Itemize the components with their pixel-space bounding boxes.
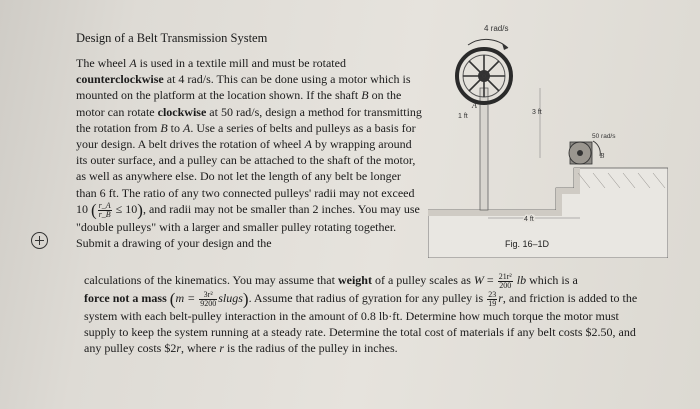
wheel-a-label: A bbox=[472, 101, 477, 110]
mass-denominator: 9200 bbox=[200, 298, 217, 308]
weight-numerator: 21r² bbox=[498, 271, 512, 281]
text: to bbox=[167, 120, 183, 135]
var-a: A bbox=[183, 120, 191, 135]
paren-close: ) bbox=[137, 200, 143, 220]
text: , and radii may not be smaller than 2 inches. You may use "double pulleys" with a larger and smaller pulley rotating together. Submit a drawing of your design and the bbox=[76, 201, 420, 250]
wheel-support-post bbox=[480, 88, 488, 210]
emphasis-weight: weight bbox=[337, 273, 372, 287]
mass-fraction bbox=[199, 291, 217, 308]
arrowhead-icon bbox=[502, 43, 508, 50]
text: . Use a series of belts and pulleys as a basis for your design. A belt drives the rotation of wheel bbox=[76, 120, 416, 152]
text: , and friction is added to the system with each belt-pulley interaction in the amount of 0.8 lb·ft. Determine how much torque the motor must supply to keep the system running at a steady rate. Determine the total cost of materials if any belt costs $2.50, and any pulley costs $2 bbox=[84, 290, 638, 356]
ratio-denominator: r_B bbox=[98, 209, 111, 219]
ratio-fraction bbox=[98, 202, 112, 219]
ratio-numerator: r_A bbox=[98, 200, 111, 210]
text: of a pulley scales as bbox=[371, 273, 474, 287]
text: at 4 rad/s. This can be done using a motor which is mounted on the platform at the location shown. If the shaft bbox=[76, 72, 411, 103]
var-r: r bbox=[498, 290, 503, 305]
ratio-limit: ≤ 10 bbox=[112, 201, 138, 216]
gyration-numerator: 23 bbox=[488, 289, 497, 299]
text: calculations of the kinematics. You may assume that bbox=[84, 273, 338, 287]
motor-b-label: B bbox=[600, 152, 605, 160]
dim-4ft-label: 4 ft bbox=[524, 216, 534, 223]
text: . Assume that radius of gyration for any pulley is bbox=[248, 290, 487, 305]
emphasis-clockwise: clockwise bbox=[157, 104, 207, 119]
gyration-denominator: 19 bbox=[488, 298, 497, 308]
gyration-fraction bbox=[487, 291, 497, 308]
var-b: B bbox=[160, 120, 168, 135]
var-r: r bbox=[219, 341, 224, 356]
omega-b-label: 50 rad/s bbox=[592, 133, 616, 140]
mass-expr: m = bbox=[175, 290, 199, 305]
text: The wheel bbox=[76, 56, 130, 70]
problem-title: Design of a Belt Transmission System bbox=[76, 31, 268, 45]
belt-system-figure bbox=[428, 18, 668, 258]
platform-step-shading bbox=[428, 168, 580, 216]
var-b: B bbox=[361, 88, 369, 103]
dim-3ft-label: 3 ft bbox=[532, 109, 542, 116]
emphasis-force-not-mass: force not a mass bbox=[84, 290, 167, 305]
equals: = bbox=[483, 273, 497, 287]
mass-numerator: 3r² bbox=[199, 291, 217, 300]
figure-caption: Fig. 16–1D bbox=[505, 239, 550, 249]
add-circle-icon[interactable] bbox=[31, 232, 48, 249]
text: at 50 rad/s, design a method for transmitting the rotation from bbox=[76, 104, 422, 135]
weight-fraction bbox=[498, 273, 513, 290]
text: which is a bbox=[526, 273, 578, 287]
var-r: r bbox=[176, 341, 181, 356]
var-w: W bbox=[473, 273, 484, 287]
full-width-paragraph bbox=[84, 272, 644, 356]
paren-open: ( bbox=[169, 289, 176, 308]
text: is the radius of the pulley in inches. bbox=[224, 341, 398, 356]
emphasis-counterclockwise: counterclockwise bbox=[76, 72, 164, 87]
paren-close: ) bbox=[242, 289, 249, 308]
unit-slugs: slugs bbox=[218, 290, 243, 305]
var-a: A bbox=[304, 137, 312, 152]
paren-open: ( bbox=[91, 200, 97, 220]
omega-a-label: 4 rad/s bbox=[484, 24, 509, 33]
motor-b bbox=[569, 142, 592, 164]
wheel-a bbox=[457, 49, 511, 103]
text: is used in a textile mill and must be rotated bbox=[136, 56, 346, 70]
var-a: A bbox=[129, 56, 137, 70]
text: by wrapping around its outer surface, and a pulley can be attached to the shaft of the motor, as well as anywhere else. Do not let the length of any belt be longer than 6 ft. The ratio of any two connected pulleys' radii may not exceed 10 bbox=[76, 137, 416, 216]
rotation-arrow-a bbox=[468, 39, 508, 48]
dim-1ft-label: 1 ft bbox=[458, 113, 468, 120]
text: , where bbox=[181, 341, 220, 356]
text: on the motor can rotate bbox=[76, 88, 402, 119]
unit-lb: lb bbox=[513, 273, 527, 287]
weight-denominator: 200 bbox=[499, 280, 512, 290]
problem-paragraph bbox=[76, 55, 422, 251]
